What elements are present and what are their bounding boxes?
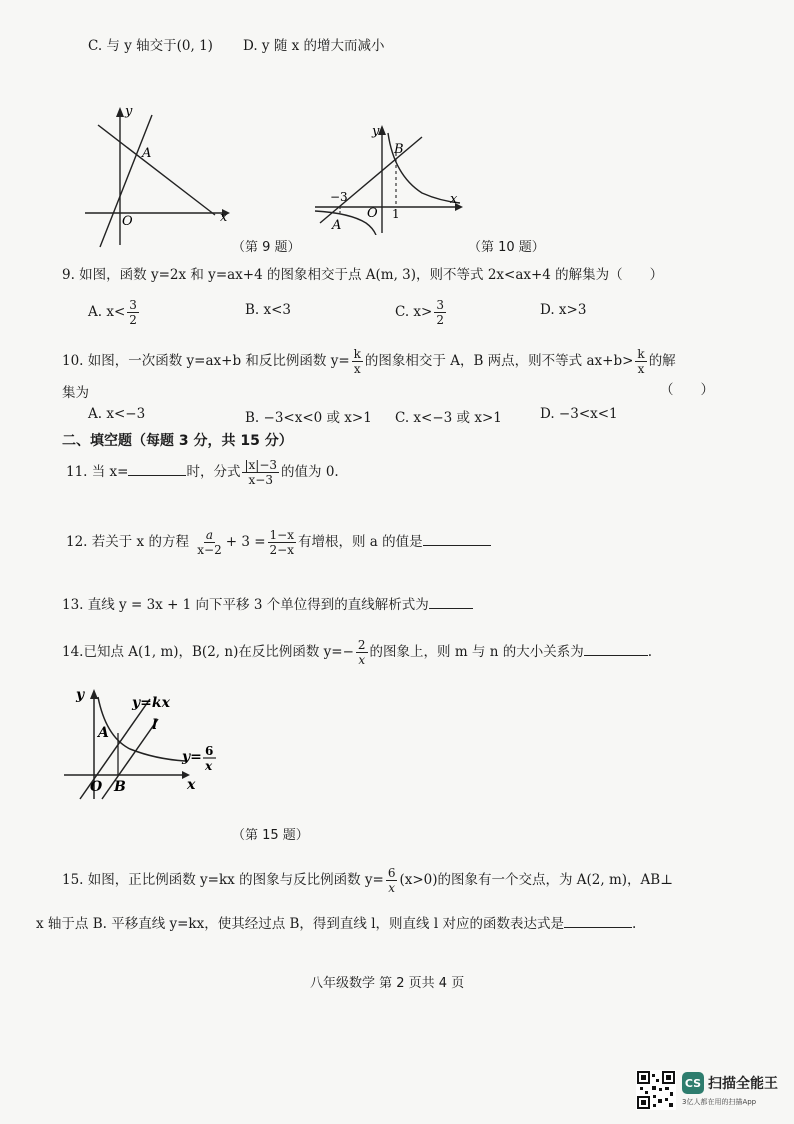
- q9-c-num: 3: [436, 298, 444, 312]
- q12-num1: a: [205, 528, 214, 542]
- q12-num2: 1−x: [269, 528, 294, 542]
- q10-stem-mid: 的图象相交于 A，B 两点，则不等式 ax+b>: [364, 353, 634, 369]
- qr-code-icon: [636, 1070, 676, 1110]
- q15-den: x: [388, 881, 396, 895]
- q10-line2: 集为: [62, 385, 89, 401]
- fig15-l-label: l: [152, 717, 158, 733]
- q9-c-den: 2: [436, 313, 444, 327]
- q10-option-d: D. −3<x<1: [540, 406, 618, 422]
- q15-line1-pre: 15. 如图，正比例函数 y=kx 的图象与反比例函数 y=: [62, 872, 384, 888]
- scanner-badge: [682, 1072, 778, 1107]
- fig10-point-b-label: B: [394, 142, 404, 157]
- fig10-one-label: 1: [392, 207, 400, 221]
- q10-stem-end: 的解: [648, 353, 676, 369]
- q10-frac1-den: x: [353, 362, 361, 376]
- q12-den2: 2−x: [269, 543, 294, 557]
- q9-a-num: 3: [129, 298, 137, 312]
- fig9-origin-label: O: [122, 214, 133, 229]
- fig10-y-label: y: [372, 124, 380, 139]
- fig15-origin-label: O: [90, 779, 103, 795]
- q8-option-c: C. 与 y 轴交于(0, 1): [88, 38, 213, 54]
- figure-15: [60, 685, 240, 805]
- fig9-x-label: x: [220, 210, 228, 225]
- q11-den: x−3: [248, 473, 273, 487]
- q11: [66, 458, 339, 487]
- fig15-caption: （第 15 题）: [232, 828, 309, 843]
- q12-frac-2: [268, 528, 296, 557]
- q15-tail: .: [631, 916, 637, 932]
- q14: [62, 638, 652, 667]
- q11-mid: 时，分式: [186, 464, 241, 480]
- q10-option-a: A. x<−3: [88, 406, 146, 422]
- q13: [62, 594, 473, 615]
- q10-answer-paren: （ ）: [660, 382, 714, 398]
- q15-frac: [386, 866, 398, 895]
- q11-frac: [242, 458, 279, 487]
- q14-pre: 14.已知点 A(1, m)，B(2, n)在反比例函数 y=−: [62, 644, 354, 660]
- q10-option-c: C. x<−3 或 x>1: [395, 410, 502, 426]
- fig15-y6x-label: y=: [182, 749, 202, 765]
- fig9-y-arrow: [116, 107, 124, 117]
- fig15-six-label: 6: [205, 744, 214, 758]
- q15-line1-end: (x>0)的图象有一个交点，为 A(2, m)，AB⊥: [399, 872, 673, 888]
- q14-num: 2: [357, 638, 366, 652]
- q13-blank[interactable]: [429, 594, 473, 609]
- q9-option-b: B. x<3: [245, 302, 292, 318]
- q9-option-c-frac: [434, 298, 446, 327]
- q12-blank[interactable]: [423, 531, 491, 546]
- fig15-y-label: y: [76, 687, 85, 703]
- q10-frac-1: [352, 347, 363, 376]
- scanner-app-name: 扫描全能王: [708, 1076, 778, 1092]
- fig10-origin-label: O: [367, 206, 378, 221]
- q12-pre: 12. 若关于 x 的方程: [66, 534, 189, 550]
- q9-option-c-pre: C. x>: [395, 304, 433, 320]
- scanner-badge-row: [682, 1072, 778, 1094]
- q10-frac2-num: k: [637, 347, 645, 361]
- q10-frac1-num: k: [353, 347, 361, 361]
- q14-frac: [356, 638, 368, 667]
- q10-frac2-den: x: [637, 362, 645, 376]
- camscanner-logo-icon: CS: [682, 1072, 704, 1094]
- q13-text: 13. 直线 y = 3x + 1 向下平移 3 个单位得到的直线解析式为: [62, 597, 429, 613]
- q14-end: 的图象上，则 m 与 n 的大小关系为: [369, 644, 584, 660]
- q14-blank[interactable]: [584, 641, 648, 656]
- q15-blank[interactable]: [564, 913, 632, 928]
- fig9-point-a-label: A: [142, 146, 152, 161]
- q11-blank[interactable]: [128, 461, 186, 476]
- fig15-ykx-label: y=kx: [132, 695, 170, 711]
- fig10-neg3-label: −3: [330, 190, 348, 204]
- q11-end: 的值为 0.: [281, 464, 339, 480]
- q15-num: 6: [387, 866, 396, 880]
- fig15-point-a-label: A: [98, 725, 109, 741]
- q10-frac-2: [635, 347, 646, 376]
- q12: [66, 528, 491, 557]
- scanner-tagline: 3亿人都在用的扫描App: [682, 1098, 757, 1106]
- section-2-heading: 二、填空题（每题 3 分，共 15 分）: [62, 433, 293, 449]
- q9-option-c: [395, 298, 448, 327]
- fig10-x-label: x: [450, 192, 458, 207]
- q9-stem: 9. 如图，函数 y=2x 和 y=ax+4 的图象相交于点 A(m, 3)，则不等式 2x<ax+4 的解集为（ ）: [62, 267, 664, 283]
- fig15-x-label: x: [187, 777, 196, 793]
- fig10-caption: （第 10 题）: [468, 240, 545, 255]
- q15-line1: [62, 866, 673, 895]
- q8-option-d: D. y 随 x 的增大而减小: [243, 38, 385, 54]
- q14-tail: .: [647, 644, 652, 660]
- figure-10: [310, 115, 470, 235]
- q9-option-a-frac: [127, 298, 139, 327]
- q9-a-den: 2: [129, 313, 137, 327]
- q12-frac-1: [195, 528, 223, 557]
- fig9-caption: （第 9 题）: [232, 240, 301, 255]
- q11-pre: 11. 当 x=: [66, 464, 129, 480]
- q10-stem: [62, 347, 676, 376]
- fig10-point-a-label: A: [332, 218, 342, 233]
- q12-plus: + 3 =: [225, 534, 266, 550]
- q14-den: x: [358, 653, 366, 667]
- q15-line2: [36, 913, 636, 934]
- q9-option-d: D. x>3: [540, 302, 587, 318]
- q10-stem-pre: 10. 如图，一次函数 y=ax+b 和反比例函数 y=: [62, 353, 350, 369]
- fig15-xden-label: x: [205, 759, 213, 773]
- q10-option-b: B. −3<x<0 或 x>1: [245, 410, 372, 426]
- fig15-point-b-label: B: [114, 779, 126, 795]
- q9-option-a: [88, 298, 141, 327]
- q9-option-a-pre: A. x<: [88, 304, 126, 320]
- figure-9: [80, 95, 240, 255]
- q11-num: |x|−3: [244, 458, 278, 472]
- fig9-line-ax4: [98, 125, 215, 215]
- q12-end: 有增根，则 a 的值是: [298, 534, 423, 550]
- page-footer: 八年级数学 第 2 页共 4 页: [310, 976, 465, 991]
- q12-den1: x−2: [197, 543, 222, 557]
- q15-line2-text: x 轴于点 B. 平移直线 y=kx，使其经过点 B，得到直线 l，则直线 l 对应的函数表达式是: [36, 916, 564, 932]
- fig15-y-arrow: [90, 689, 98, 699]
- fig9-y-label: y: [125, 104, 133, 119]
